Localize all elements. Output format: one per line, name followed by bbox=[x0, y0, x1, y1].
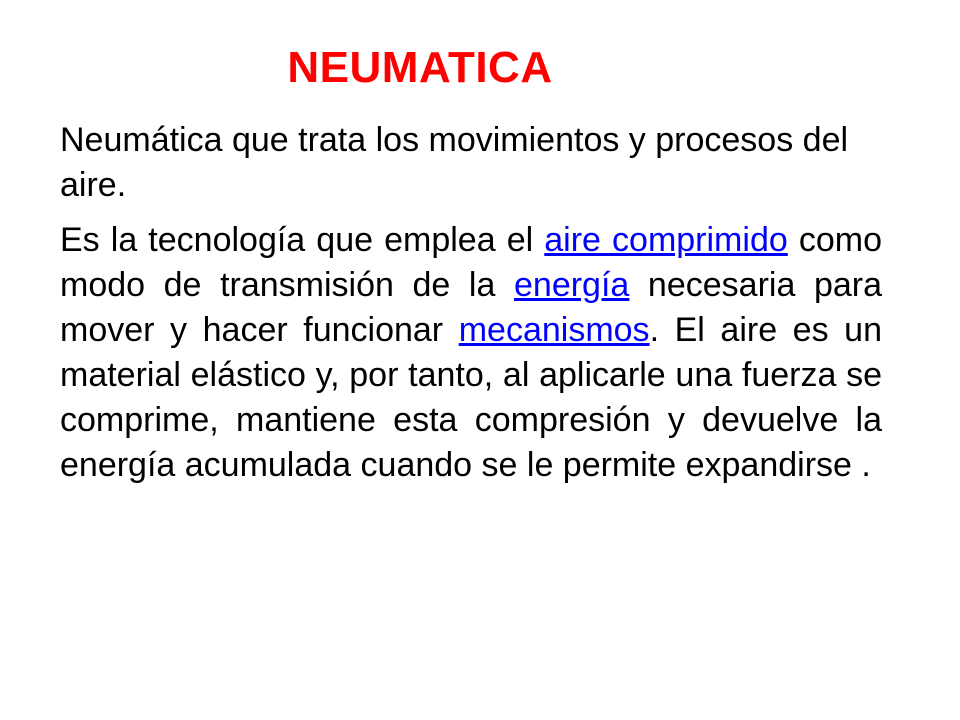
link-energia[interactable]: energía bbox=[514, 266, 630, 304]
definition-text-1: Es la tecnología que emplea el bbox=[60, 221, 545, 259]
link-aire-comprimido[interactable]: aire comprimido bbox=[544, 221, 788, 259]
definition-text-2: como modo de transmisión de la bbox=[60, 221, 882, 304]
link-mecanismos[interactable]: mecanismos bbox=[458, 311, 650, 349]
slide-title-text: NEUMATICA bbox=[287, 43, 553, 92]
intro-paragraph: Neumática que trata los movimientos y procesos del aire. bbox=[60, 121, 849, 204]
slide-body bbox=[60, 118, 882, 488]
slide-title bbox=[0, 38, 960, 98]
definition-paragraph bbox=[60, 218, 882, 488]
definition-text-3: necesaria para mover y hacer funcionar bbox=[60, 266, 883, 349]
definition-text-4: . El aire es un material elástico y, por tanto, al aplicarle una fuerza se comprime, mantiene esta compresión y devuelve la energía acumulada cuando se le permite expandirse . bbox=[60, 311, 882, 484]
